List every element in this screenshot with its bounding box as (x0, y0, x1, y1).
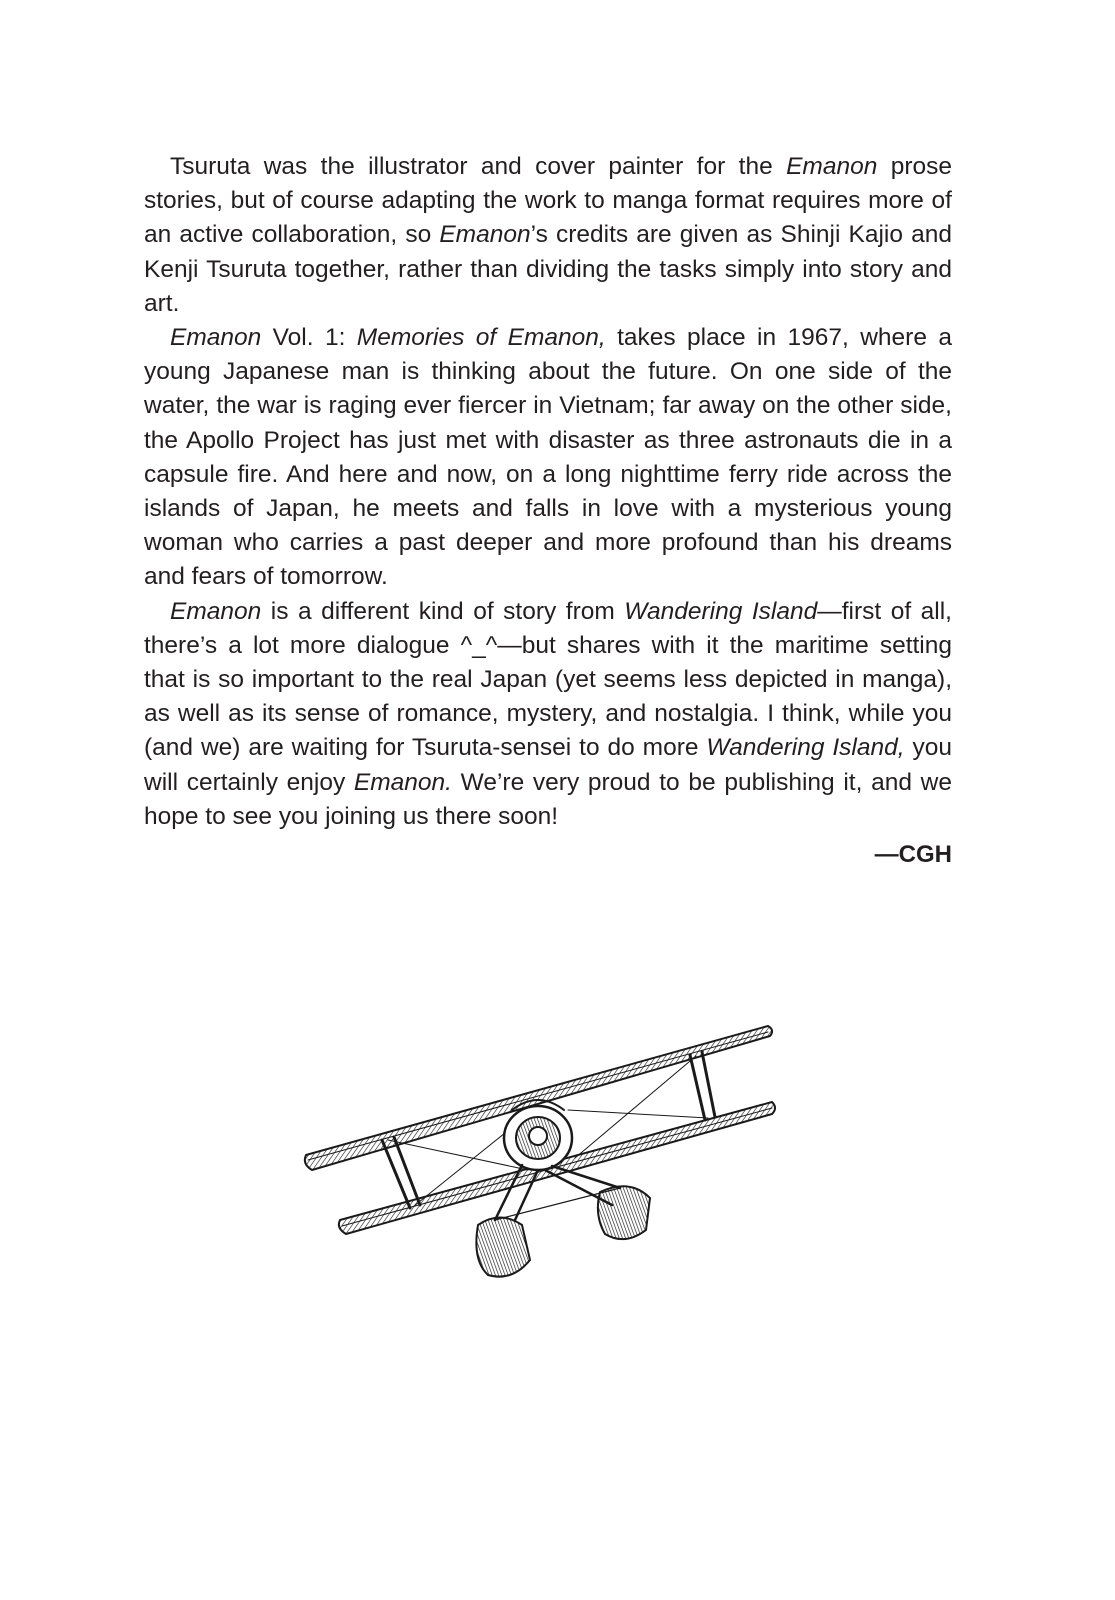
text-run: Vol. 1: (261, 324, 357, 352)
text-run: takes place in 1967, where a young Japanese man is thinking about the future. On one side of the water, the war is raging ever fiercer in Vietnam; far away on the other side, the Apollo Project has just met with disaster as three astronauts die in a capsule fire. And here and now, on a long nighttime ferry ride across the islands of Japan, he meets and falls in love with a mysterious young woman who carries a past deeper and more profound than his dreams and fears of tomorrow. (144, 324, 952, 591)
italic-title-run: Emanon. (353, 768, 452, 796)
biplane-seaplane-icon (300, 1020, 780, 1285)
italic-title-run: Wandering Island (624, 597, 818, 625)
text-run: you will certainly enjoy (144, 734, 952, 796)
text-run: is a different kind of story from (261, 597, 625, 625)
author-signature: —CGH (874, 841, 952, 869)
biplane-illustration (300, 1020, 780, 1285)
paragraph-2 (144, 321, 952, 595)
paragraph-3 (144, 595, 952, 834)
italic-title-run: Emanon (439, 221, 531, 249)
italic-title-run: Emanon (170, 597, 262, 625)
italic-title-run: Emanon (170, 324, 262, 352)
text-run: —first of all, there’s a lot more dialogue ^_^—but shares with it the maritime setting that is so important to the real Japan (yet seems less depicted in manga), as well as its sense of romance, mystery, and nostalgia. I think, while you (and we) are waiting for Tsuruta-sensei to do more (144, 597, 952, 762)
text-run: prose stories, but of course adapting the work to manga format requires more of an active collaboration, so (144, 153, 953, 249)
paragraph-1 (144, 150, 952, 321)
italic-title-run: Emanon (786, 153, 878, 180)
text-run: We’re very proud to be publishing it, and we hope to see you joining us there soon! (144, 768, 953, 830)
text-run: ’s credits are given as Shinji Kajio and Kenji Tsuruta together, rather than dividing the tasks simply into story and art. (144, 221, 952, 317)
article-body (144, 150, 952, 872)
italic-title-run: Wandering Island, (706, 734, 905, 762)
italic-title-run: Memories of Emanon, (356, 324, 606, 352)
text-run: Tsuruta was the illustrator and cover painter for the (170, 153, 787, 180)
